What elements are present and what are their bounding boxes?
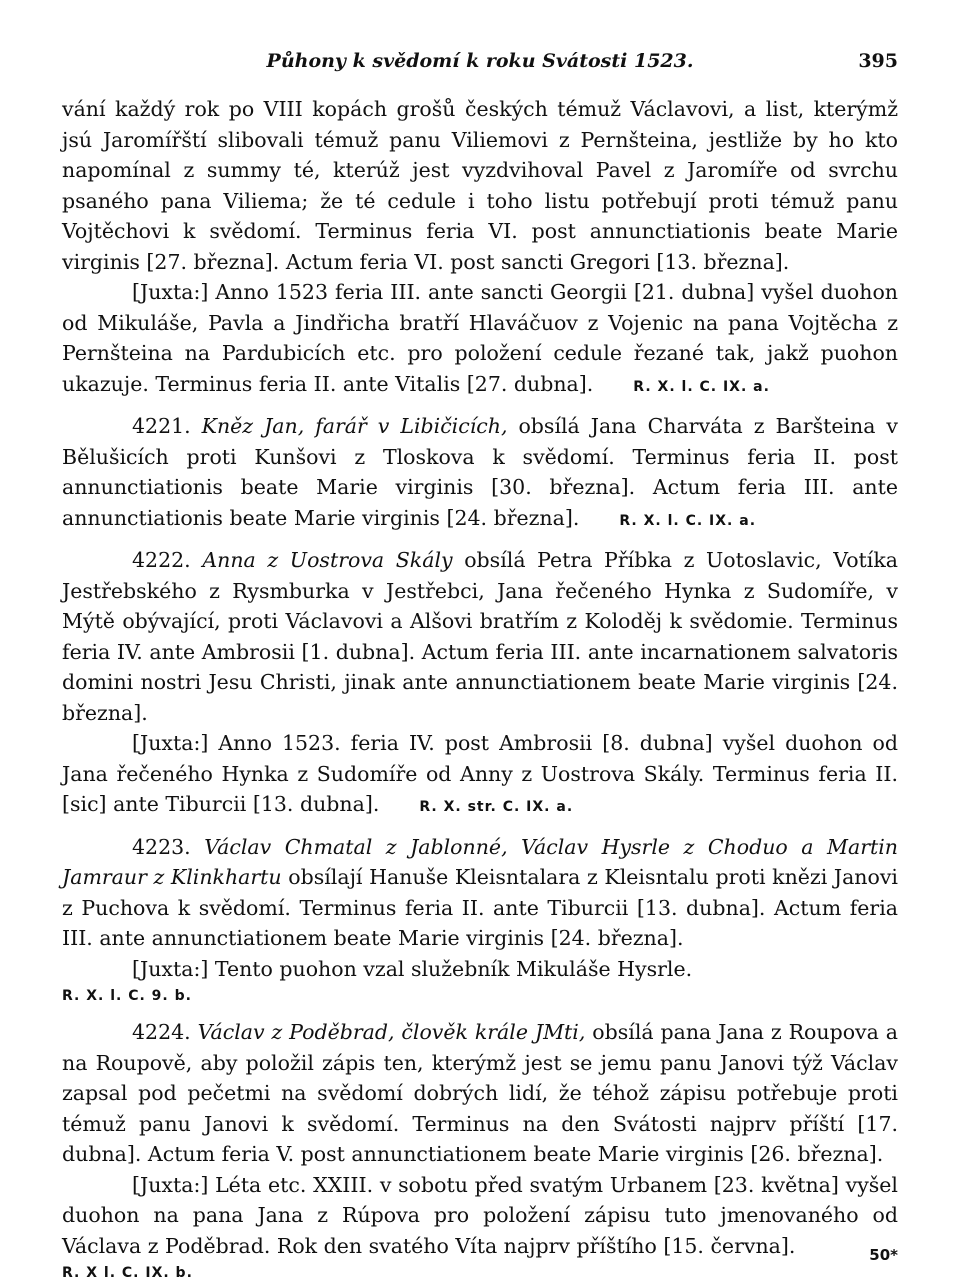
entry-number: 4223. [132,834,191,859]
archive-signature: R. X. l. C. IX. a. [633,378,770,395]
juxta-text: [Juxta:] Anno 1523 feria III. ante sancti Georgii [21. dubna] vyšel duohon od Mikuláše, Pavla a Jindřicha bratří Hlaváčuov z Vojenic na pana Vojtěcha z Pernšteina na Pardubicích etc. pro položení cedule řezané tak, jakž puohon ukazuje. Terminus feria II. ante Vitalis [27. dubna]. [62,280,898,396]
body-text [62,94,898,1285]
entry-paragraph [62,1017,898,1170]
entry-party: Anna z Uostrova Skály [202,548,453,572]
entry-paragraph [62,545,898,728]
archive-signature: R. X. l. C. IX. a. [619,512,757,529]
archive-signature: R. X l. C. IX. b. [62,1265,193,1281]
entry-party: Kněz Jan, farář v Libičicích, [201,414,508,438]
juxta-text: [Juxta:] Léta etc. XXIII. v sobotu před svatým Urbanem [23. května] vyšel duohon na pana Jana z Rúpova pro položení zápisu tuto jmenovaného od Václava z Poděbrad. Rok den svatého Víta najprv příštího [15. června]. [62,1172,898,1258]
printer-signature-mark: 50* [869,1246,898,1264]
entry-juxta [62,728,898,823]
entry-party: Václav z Poděbrad, člověk krále JMti, [197,1020,586,1044]
archive-signature: R. X. l. C. 9. b. [62,988,192,1004]
page-number: 395 [858,50,898,72]
entry-number: 4222. [132,548,191,572]
continuation-paragraph [62,94,898,277]
entry-paragraph [62,832,898,954]
entry-4222 [62,545,898,823]
entry-4224 [62,1017,898,1285]
entry-number: 4224. [132,1020,191,1044]
entry-text: obsílá pana Jana z Roupova a na Roupově, aby položil zápis ten, kterýmž jest se jemu panu Janovi týž Václav zapsal pod pečetmi na svědomí dobrých lidí, že téhož zápisu potřebuje proti témuž panu Janovi k svědomí. Terminus na den Svátosti najprv příští [17. dubna]. Actum feria V. post annunctiationem beate Marie virginis [26. března]. [62,1020,898,1166]
entry-text: obsílá Petra Příbka z Uotoslavic, Votíka Jestřebského z Rysmburka v Jestřebci, Jana řečeného Hynka z Sudomíře, v Mýtě obývající, proti Václavovi a Alšovi bratřím z Koloděj k svědomie. Terminus feria IV. ante Ambrosii [1. dubna]. Actum feria III. ante incarnationem salvatoris domini nostri Jesu Christi, jinak ante annunctiationem beate Marie virginis [24. března]. [62,548,898,725]
running-title: Půhony k svědomí k roku Svátosti 1523. [266,50,694,72]
juxta-text: [Juxta:] Anno 1523. feria IV. post Ambrosii [8. dubna] vyšel duohon od Jana řečeného Hynka z Sudomíře od Anny z Uostrova Skály. Terminus feria II. [sic] ante Tiburcii [13. dubna]. [62,731,898,816]
juxta-text: [Juxta:] Tento puohon vzal služebník Mikuláše Hysrle. [132,956,693,981]
entry-party: Václav Chmatal z Jablonné, Václav Hysrle z Choduo a Martin Jamraur z Klinkhartu [62,834,898,889]
entry-text: obsílají Hanuše Kleisntalara z Kleisntalu proti knězi Janovi z Puchova k svědomí. Terminus feria II. ante Tiburcii [13. dubna]. Actum feria III. ante annunctiationem beate Marie virginis [24. března]. [62,865,898,950]
continuation-text: vání každý rok po VIII kopách grošů českých témuž Václavovi, a list, kterýmž jsú Jaromířští slibovali témuž panu Viliemovi z Pernšteina, jestliže by ho kto napomínal z summy té, kterúž jest vyzdvihoval Pavel z Jaromíře od svrchu psaného pana Viliema; že té cedule i toho listu potřebují proti témuž panu Vojtěchovi k svědomí. Terminus feria VI. post annunctiationis beate Marie virginis [27. března]. Actum feria VI. post sancti Gregori [13. března]. [62,97,898,274]
running-head [62,48,898,78]
entry-juxta [62,954,898,985]
entry-paragraph [62,411,898,536]
entry-text: obsílá Jana Charváta z Baršteina v Bělušicích proti Kunšovi z Tloskova k svědomí. Terminus feria II. post annunctiationis beate Marie virginis [30. března]. Actum feria III. ante annunctiationis beate Marie virginis [24. března]. [62,414,898,530]
archive-signature: R. X. str. C. IX. a. [419,799,574,815]
entry-juxta [62,1170,898,1262]
continuation-juxta [62,277,898,402]
entry-4221 [62,411,898,536]
entry-4223 [62,832,898,1009]
entry-number: 4221. [132,414,191,438]
document-page [62,48,898,1285]
